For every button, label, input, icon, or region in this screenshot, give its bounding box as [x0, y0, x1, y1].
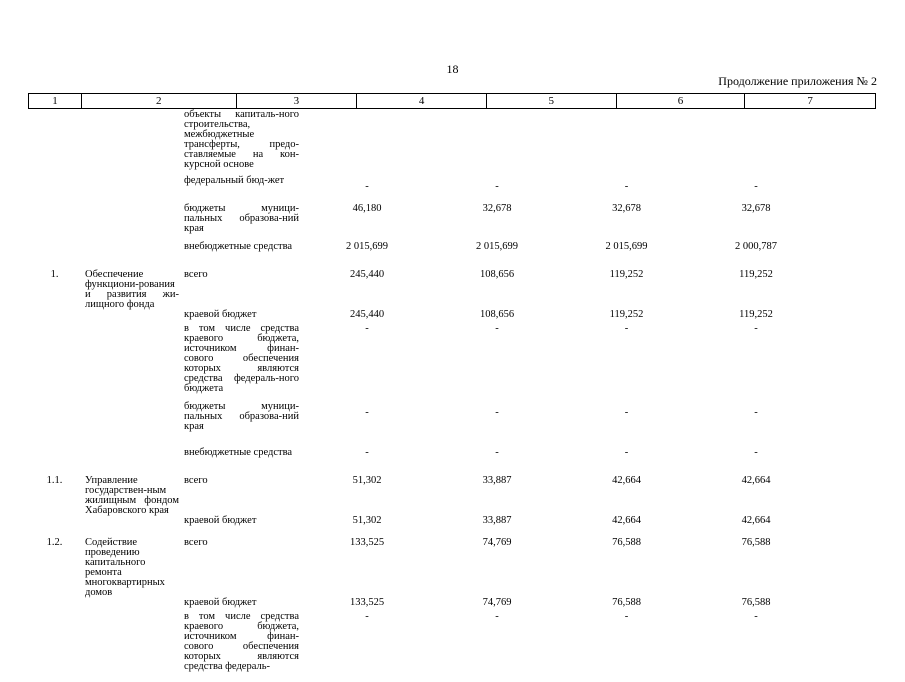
data-table-body [28, 110, 876, 682]
header-col-3: 3 [237, 94, 358, 108]
value-col-6: 42,664 [612, 475, 641, 486]
value-col-4: - [365, 407, 369, 418]
table-row [28, 598, 876, 612]
funding-source: краевой бюджет [184, 515, 257, 526]
table-row [28, 402, 876, 448]
value-col-7: 119,252 [739, 269, 773, 280]
row-number: 1.1. [46, 475, 63, 486]
funding-source: бюджеты муници-пальных образова-ний края [184, 203, 299, 234]
value-col-4: 245,440 [349, 269, 385, 280]
table-row [28, 176, 876, 204]
row-name [26, 324, 181, 402]
funding-source: краевой бюджет [184, 309, 257, 320]
funding-source: краевой бюджет [184, 597, 257, 608]
value-col-6: 2 015,699 [605, 241, 648, 252]
table-row [28, 324, 876, 402]
table-row [28, 476, 876, 516]
funding-source: внебюджетные средства [184, 447, 293, 458]
header-col-4: 4 [357, 94, 487, 108]
row-name [26, 242, 181, 270]
funding-source: бюджеты муници-пальных образова-ний края [184, 401, 299, 432]
value-col-4: 133,525 [349, 537, 385, 548]
row-name [26, 448, 181, 476]
funding-source: всего [184, 537, 208, 548]
value-col-6: 119,252 [609, 309, 644, 320]
value-col-6: 42,664 [612, 515, 641, 526]
value-col-5 [432, 110, 562, 176]
value-col-4: - [365, 181, 369, 192]
table-row [28, 448, 876, 476]
page-number: 18 [446, 62, 459, 76]
funding-source: объекты капиталь-ного строительства, межбюджетные трансферты, предо-ставляемые на кон-курсной основе [184, 109, 299, 170]
header-col-6: 6 [617, 94, 746, 108]
table-row [28, 538, 876, 598]
value-col-7: - [754, 323, 758, 334]
row-name [26, 402, 181, 448]
row-name [26, 110, 181, 176]
value-col-6 [562, 110, 691, 176]
row-name [26, 270, 181, 310]
value-col-4: 245,440 [349, 309, 385, 320]
funding-source: всего [184, 475, 208, 486]
value-col-5: - [495, 323, 499, 334]
value-col-7: 32,678 [741, 203, 771, 214]
row-name [26, 176, 181, 204]
value-col-6: 32,678 [612, 203, 641, 214]
row-name-text: Управление государствен-ным жилищным фондом Хабаровского края [85, 475, 179, 516]
value-col-4: - [365, 611, 369, 622]
row-name [26, 310, 181, 324]
row-name [26, 598, 181, 612]
row-name [26, 612, 181, 682]
table-header-row [28, 93, 876, 109]
continuation-label: Продолжение приложения № 2 [718, 74, 877, 88]
value-col-6: - [624, 447, 629, 458]
value-col-7: 76,588 [741, 597, 771, 608]
value-col-4: 51,302 [352, 515, 382, 526]
header-col-2: 2 [82, 94, 237, 108]
value-col-5: - [495, 611, 499, 622]
value-col-5: 2 015,699 [476, 241, 518, 252]
row-name [26, 516, 181, 538]
value-col-5: - [495, 447, 499, 458]
funding-source: федеральный бюд-жет [184, 175, 285, 186]
value-col-7: 119,252 [739, 309, 773, 320]
value-col-7: - [754, 611, 758, 622]
row-number: 1.2. [46, 537, 63, 548]
value-col-4: 133,525 [349, 597, 385, 608]
table-row [28, 310, 876, 324]
row-number: 1. [50, 269, 59, 280]
table-row [28, 516, 876, 538]
row-name-text: Содействие проведению капитального ремонта многоквартирных домов [85, 537, 165, 598]
value-col-5: 108,656 [479, 309, 515, 320]
value-col-7: 2 000,787 [735, 241, 777, 252]
row-name [26, 204, 181, 242]
header-col-7: 7 [807, 95, 813, 107]
value-col-6: - [624, 611, 629, 622]
value-col-4: 2 015,699 [346, 241, 388, 252]
value-col-7: - [754, 447, 758, 458]
value-col-7: 42,664 [741, 475, 771, 486]
value-col-5: - [495, 407, 499, 418]
value-col-5: - [495, 181, 499, 192]
value-col-6: - [624, 407, 629, 418]
row-name [26, 538, 181, 598]
value-col-5: 74,769 [482, 597, 512, 608]
table-row [28, 242, 876, 270]
table-row [28, 270, 876, 310]
header-col-1: 1 [29, 94, 82, 108]
value-col-4: - [365, 447, 369, 458]
value-col-6: 119,252 [609, 269, 644, 280]
value-col-7: 76,588 [741, 537, 771, 548]
value-col-4: - [365, 323, 369, 334]
row-name [26, 476, 181, 516]
value-col-4: 51,302 [352, 475, 382, 486]
value-col-4: 46,180 [352, 203, 382, 214]
value-col-5: 33,887 [482, 475, 512, 486]
value-col-7: - [754, 181, 758, 192]
value-col-7 [691, 110, 821, 176]
table-row [28, 110, 876, 176]
header-col-5: 5 [487, 94, 617, 108]
value-col-4 [302, 110, 432, 176]
value-col-6: - [624, 323, 629, 334]
value-col-7: - [754, 407, 758, 418]
table-row [28, 204, 876, 242]
funding-source: в том числе средства краевого бюджета, источником финан-сового обеспечения которых являются средства федераль-ного бюджета [184, 323, 299, 394]
table-row [28, 612, 876, 682]
row-name-text: Обеспечение функциони-рования и развития жи-лищного фонда [85, 269, 179, 310]
value-col-5: 108,656 [479, 269, 515, 280]
value-col-5: 74,769 [482, 537, 512, 548]
value-col-6: 76,588 [612, 537, 641, 548]
value-col-6: - [624, 181, 629, 192]
funding-source: внебюджетные средства [184, 241, 293, 252]
funding-source: в том числе средства краевого бюджета, источником финан-сового обеспечения которых являются средства федераль- [184, 611, 299, 672]
value-col-6: 76,588 [612, 597, 641, 608]
value-col-7: 42,664 [741, 515, 771, 526]
value-col-5: 32,678 [482, 203, 512, 214]
funding-source: всего [184, 269, 208, 280]
value-col-5: 33,887 [482, 515, 512, 526]
